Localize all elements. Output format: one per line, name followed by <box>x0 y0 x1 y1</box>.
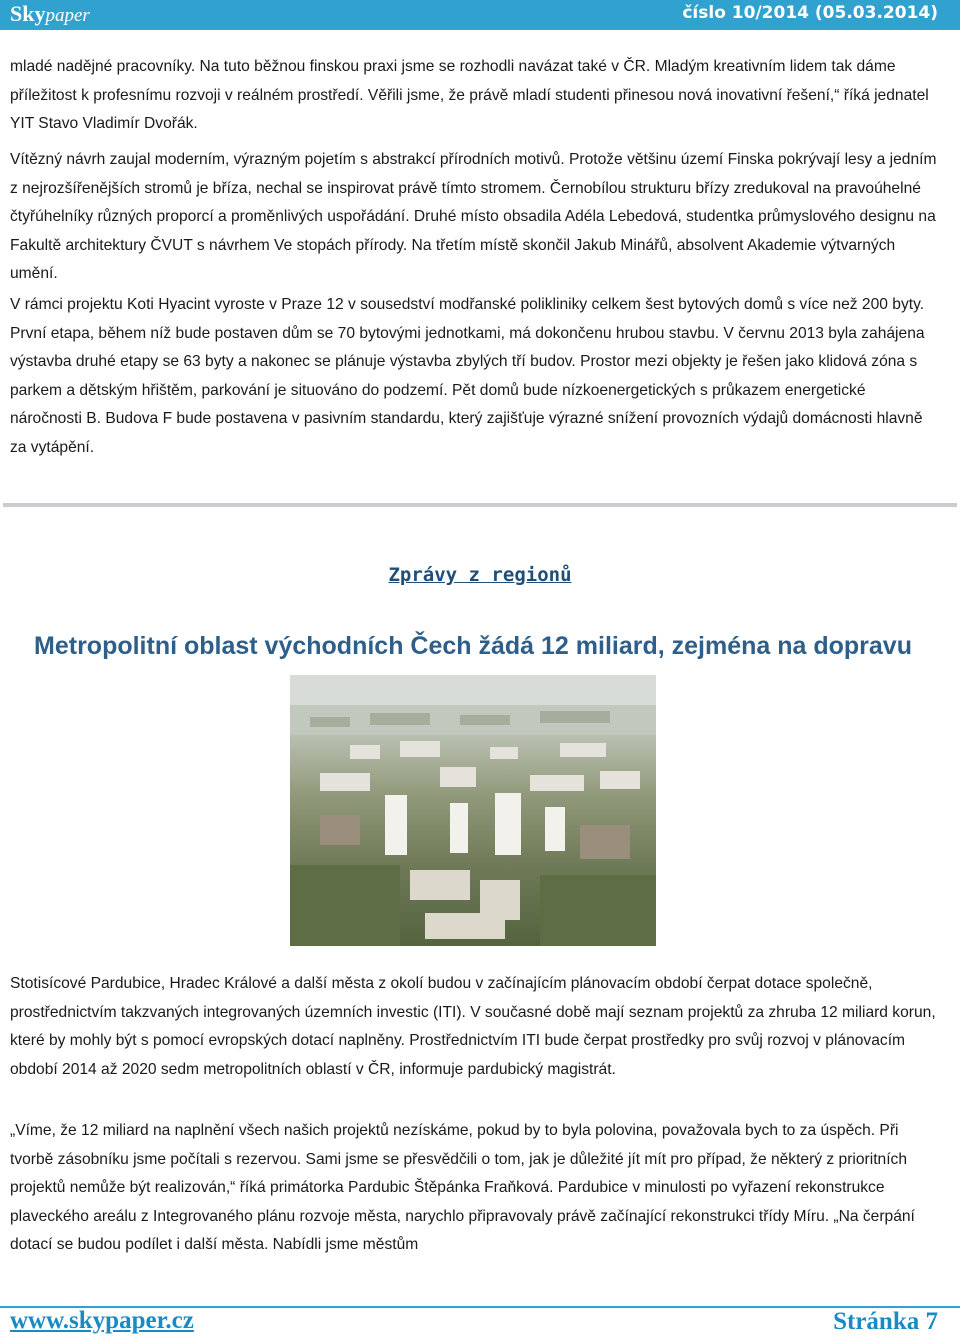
section-title: Zprávy z regionů <box>388 564 572 586</box>
article1-paragraph-1: mladé nadějné pracovníky. Na tuto běžnou finskou praxi jsme se rozhodli navázat také v ČR. Mladým kreativním lidem tak dáme příležitost k profesnímu rozvoji v reálném prostředí. Věřili jsme, že právě mladí studenti přinesou nová inovativní řešení,“ říká jednatel YIT Stavo Vladimír Dvořák. <box>10 58 929 132</box>
page-header <box>0 0 960 30</box>
article1-paragraph-3: V rámci projektu Koti Hyacint vyroste v Praze 12 v sousedství modřanské polikliniky celkem šest bytových domů s více než 200 byty. První etapa, během níž bude postaven dům se 70 bytovými jednotkami, má dokončenu hrubou stavbu. V červnu 2013 byla zahájena výstavba druhé etapy se 63 byty a nakonec se plánuje výstavba zbylých tří budov. Prostor mezi objekty je řešen jako klidová zóna s parkem a dětským hřištěm, parkování je situováno do podzemí. Pět domů bude nízkoenergetických s průkazem energetické náročnosti B. Budova F bude postavena v pasivním standardu, který zajišťuje výrazné snížení provozních výdajů domácnosti hlavně za vytápění. <box>10 296 925 456</box>
section-divider <box>3 503 957 507</box>
aerial-city-photo <box>290 675 656 946</box>
article2-headline: Metropolitní oblast východních Čech žádá 12 miliard, zejména na dopravu <box>34 632 912 660</box>
aerial-city-illustration <box>290 675 656 946</box>
article2-paragraph-1: Stotisícové Pardubice, Hradec Králové a další města z okolí budou v začínajícím plánovacím období čerpat dotace společně, prostřednictvím takzvaných integrovaných územních investic (ITI). V současné době mají seznam projektů za zhruba 12 miliard korun, které by mohly být s pomocí evropských dotací naplněny. Prostřednictvím ITI bude čerpat prostředky pro svůj rozvoj v plánovacím období 2014 až 2020 sedm metropolitních oblastí v ČR, informuje pardubický magistrát. <box>10 975 936 1078</box>
footer-website-link[interactable]: www.skypaper.cz <box>10 1307 194 1334</box>
article2-paragraph-2: „Víme, že 12 miliard na naplnění všech našich projektů nezískáme, pokud by to byla polovina, považovala bych to za úspěch. Při tvorbě zásobníku jsme počítali s rezervou. Sami jsme se přesvědčili o tom, jak je důležité jít mít pro případ, že některý z prioritních projektů nemůže být realizován,“ říká primátorka Pardubic Štěpánka Fraňková. Pardubice v minulosti po vyřazení rekonstrukce plaveckého areálu z Integrovaného plánu rozvoje města, narychlo připravovaly právě začínající rekonstrukci třídy Míru. „Na čerpání dotací se budou podílet i další města. Nabídli jsme městům <box>10 1122 915 1253</box>
issue-label: číslo 10/2014 (05.03.2014) <box>682 3 938 23</box>
page-number: Stránka 7 <box>833 1308 938 1335</box>
brand-logo <box>10 1 90 27</box>
article1-paragraph-2: Vítězný návrh zaujal moderním, výrazným pojetím s abstrakcí přírodních motivů. Protože většinu území Finska pokrývají lesy a jedním z nejrozšířenějších stromů je bříza, nechal se inspirovat právě tímto stromem. Černobílou strukturu břízy zredukoval na pravoúhelné čtyřúhelníky různých proporcí a proměnlivých uspořádání. Druhé místo obsadila Adéla Lebedová, studentka průmyslového designu na Fakultě architektury ČVUT s návrhem Ve stopách přírody. Na třetím místě skončil Jakub Minářů, absolvent Akademie výtvarných umění. <box>10 151 937 282</box>
brand-part-1: Sky <box>10 1 46 26</box>
brand-part-2: paper <box>45 5 90 26</box>
